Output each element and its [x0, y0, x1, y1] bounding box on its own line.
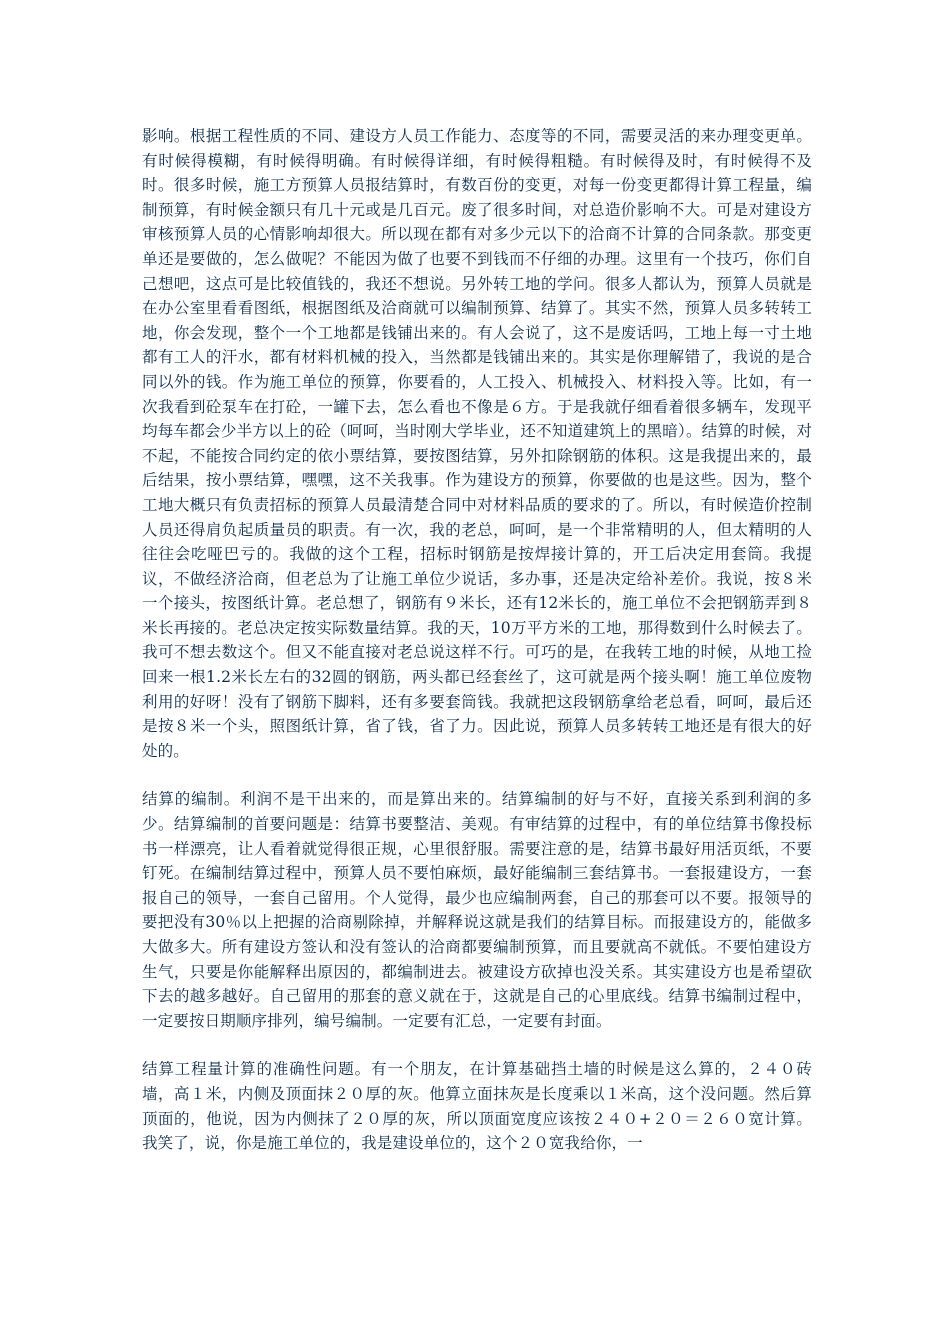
paragraph-quantity-accuracy: 结算工程量计算的准确性问题。有一个朋友，在计算基础挡土墙的时候是这么算的，２４０砖墙，高１米，内侧及顶面抹２０厚的灰。他算立面抹灰是长度乘以１米高，这个没问题。然后算顶面的，他说，因为内侧抹了２０厚的灰，所以顶面宽度应该按２４０+２０＝２６０宽计算。我笑了，说，你是施工单位的，我是建设单位的，这个２０宽我给你，一: [142, 1060, 812, 1153]
paragraph-change-orders-and-site-visits: 影响。根据工程性质的不同、建设方人员工作能力、态度等的不同，需要灵活的来办理变更单。有时候得模糊，有时候得明确。有时候得详细，有时候得粗糙。有时候得及时，有时候得不及时。很多时候，施工方预算人员报结算时，有数百份的变更，对每一份变更都得计算工程量，编制预算，有时候金额只有几十元或是几百元。废了很多时间，对总造价影响不大。可是对建设方审核预算人员的心情影响却很大。所以现在都有对多少元以下的洽商不计算的合同条款。那变更单还是要做的，怎么做呢？不能因为做了也要不到钱而不仔细的办理。这里有一个技巧，你们自己想吧，这点可是比较值钱的，我还不想说。另外转工地的学问。很多人都认为，预算人员就是在办公室里看看图纸，根据图纸及洽商就可以编制预算、结算了。其实不然，预算人员多转转工地，你会发现，整个一个工地都是钱铺出来的。有人会说了，这不是废话吗，工地上每一寸土地都有工人的汗水，都有材料机械的投入，当然都是钱铺出来的。其实是你理解错了，我说的是合同以外的钱。作为施工单位的预算，你要看的，人工投入、机械投入、材料投入等。比如，有一次我看到砼泵车在打砼，一罐下去，怎么看也不像是６方。于是我就仔细看着很多辆车，发现平均每车都会少半方以上的砼（呵呵，当时刚大学毕业，还不知道建筑上的黑暗）。结算的时候，对不起，不能按合同约定的依小票结算，要按图结算，另外扣除钢筋的体积。这是我提出来的，最后结果，按小票结算，嘿嘿，这不关我事。作为建设方的预算，你要做的也是这些。因为，整个工地大概只有负责招标的预算人员最清楚合同中对材料品质的要求的了。所以，有时候造价控制人员还得肩负起质量员的职责。有一次，我的老总，呵呵，是一个非常精明的人，但太精明的人往往会吃哑巴亏的。我做的这个工程，招标时钢筋是按焊接计算的，开工后决定用套筒。我提议，不做经济洽商，但老总为了让施工单位少说话，多办事，还是决定给补差价。我说，按８米一个接头，按图纸计算。老总想了，钢筋有９米长，还有12米长的，施工单位不会把钢筋弄到８米长再接的。老总决定按实际数量结算。我的天，10万平方米的工地，那得数到什么时候去了。我可不想去数这个。但又不能直接对老总说这样不行。可巧的是，在我转工地的时候，从地工捡回来一根1.2米长左右的32圆的钢筋，两头都已经套丝了，这可就是两个接头啊！施工单位废物利用的好呀！没有了钢筋下脚料，还有多要套筒钱。我就把这段钢筋拿给老总看，呵呵，最后还是按８米一个头，照图纸计算，省了钱，省了力。因此说，预算人员多转转工地还是有很大的好处的。: [142, 127, 812, 760]
document-body: [142, 124, 812, 1156]
paragraph-settlement-compilation: 结算的编制。利润不是干出来的，而是算出来的。结算编制的好与不好，直接关系到利润的多少。结算编制的首要问题是：结算书要整洁、美观。有审结算的过程中，有的单位结算书像投标书一样漂亮，让人看着就觉得很正规，心里很舒服。需要注意的是，结算书最好用活页纸，不要钉死。在编制结算过程中，预算人员不要怕麻烦，最好能编制三套结算书。一套报建设方，一套报自己的领导，一套自己留用。个人觉得，最少也应编制两套，自己的那套可以不要。报领导的要把没有30％以上把握的洽商剔除掉，并解释说这就是我们的结算目标。而报建设方的，能做多大做多大。所有建设方签认和没有签认的洽商都要编制预算，而且要就高不就低。不要怕建设方生气，只要是你能解释出原因的，都编制进去。被建设方砍掉也没关系。其实建设方也是希望砍下去的越多越好。自己留用的那套的意义就在于，这就是自己的心里底线。结算书编制过程中，一定要按日期顺序排列，编号编制。一定要有汇总，一定要有封面。: [142, 790, 812, 1030]
